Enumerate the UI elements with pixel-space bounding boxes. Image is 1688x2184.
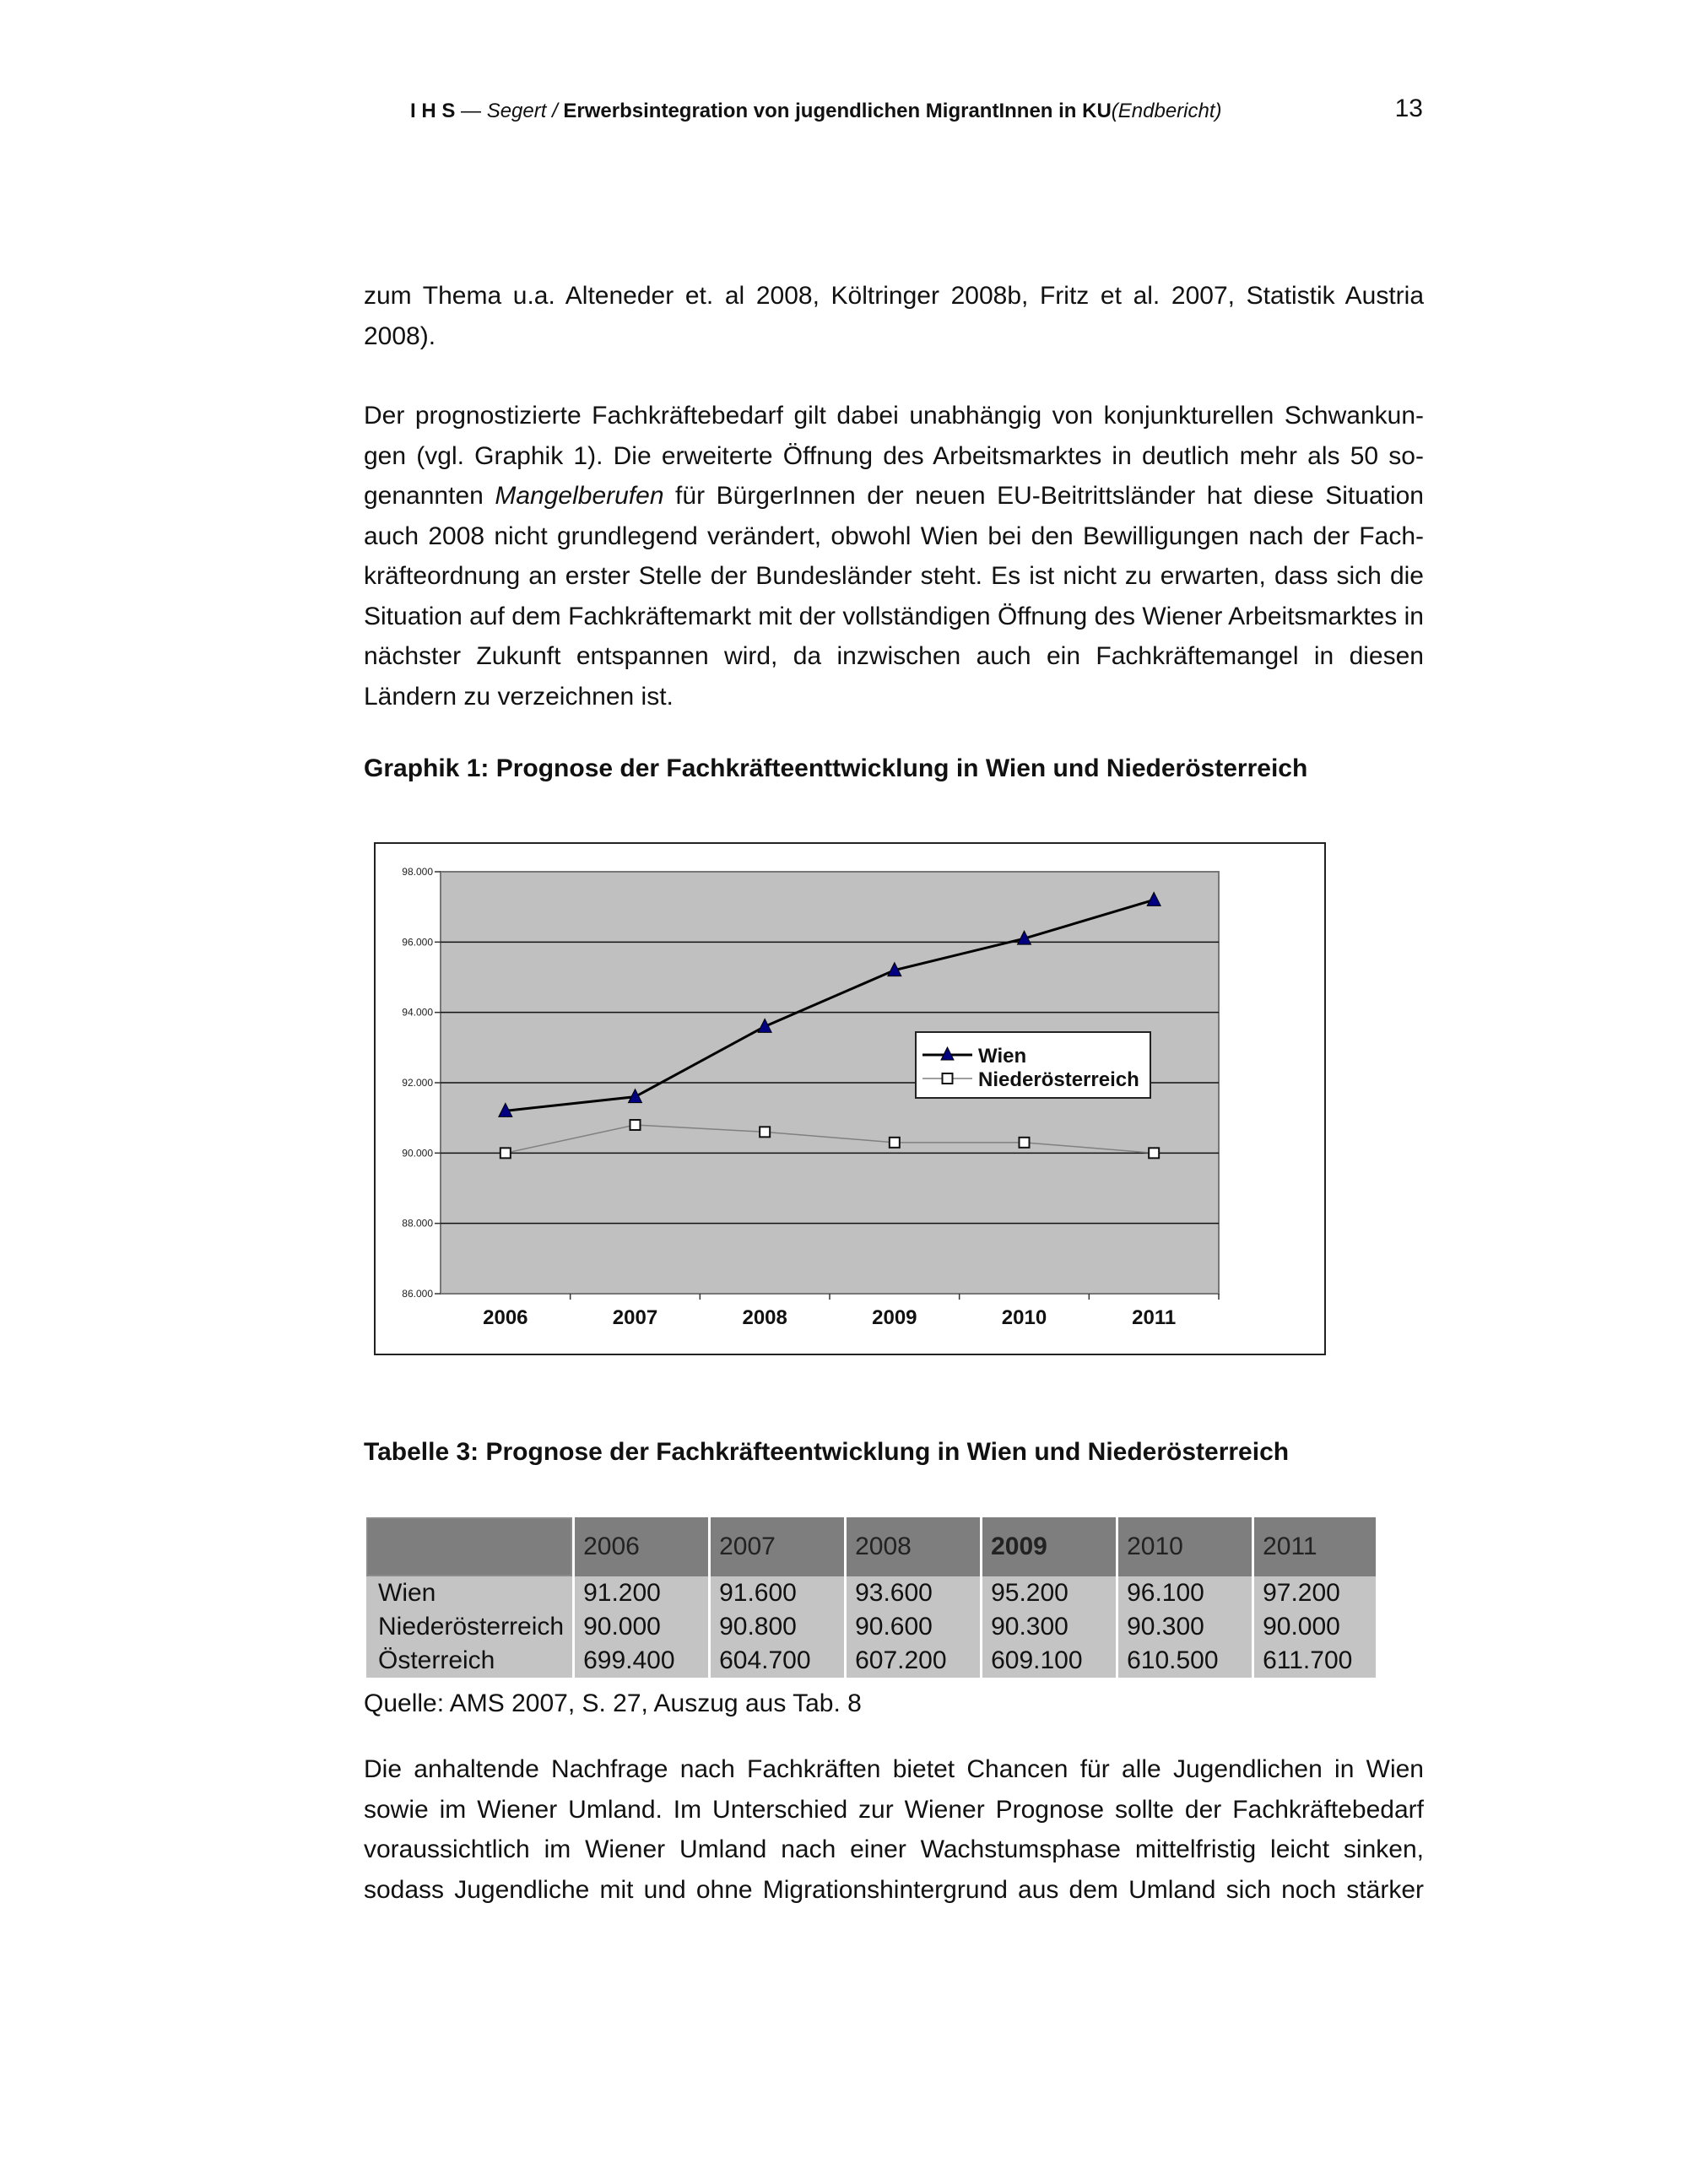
paragraph-1-line-1: zum Thema u.a. Alteneder et. al 2008, Költringer 2008b, Fritz et al. 2007, Statistik Austria <box>364 282 1424 310</box>
table-cell: 91.200 <box>575 1576 708 1610</box>
table-caption: Tabelle 3: Prognose der Fachkräfteentwicklung in Wien und Niederösterreich <box>364 1438 1290 1466</box>
y-tick-label: 98.000 <box>402 866 433 878</box>
table-cell: 611.700 <box>1254 1644 1376 1678</box>
table-header-cell: 2008 <box>847 1517 980 1576</box>
table-row-label: Wien <box>366 1576 572 1610</box>
table-header-row <box>366 1517 1376 1576</box>
x-tick-label: 2011 <box>1132 1306 1177 1329</box>
paragraph-2-text-b: für BürgerInnen der neuen EU-Beitrittsländer hat diese Situation auch 2008 nicht grundlegend verändert, obwohl Wien bei den Bewilligungen nach der Fachkräfteordnung an erster Stelle der Bundesländer steht. Es ist nicht zu erwarten, dass sich die Situation auf dem Fachkräftemarkt mit der vollständigen Öffnung des Wiener Arbeitsmarktes in nächster Zukunft entspannen wird, da inzwischen auch ein Fachkräftemangel in diesen Ländern zu verzeichnen ist. <box>364 482 1424 711</box>
data-point-niederoesterreich <box>1020 1138 1030 1148</box>
table-row <box>366 1610 1376 1644</box>
paragraph-2-text-a: Der prognostizierte Fachkräftebedarf gilt dabei unabhängig von konjunkturellen Schwankungen (vgl. Graphik 1). Die erweiterte Öffnung des Arbeitsmarktes in deutlich mehr als 50 sogenannten <box>364 402 1424 510</box>
table-row-label: Niederösterreich <box>366 1610 572 1644</box>
table-row <box>366 1644 1376 1678</box>
legend-noe-marker <box>943 1073 953 1084</box>
figure-caption: Graphik 1: Prognose der Fachkräfteenttwicklung in Wien und Niederösterreich <box>364 754 1308 782</box>
table-cell: 95.200 <box>982 1576 1116 1610</box>
table-cell: 90.000 <box>575 1610 708 1644</box>
data-point-niederoesterreich <box>500 1148 511 1158</box>
table-cell: 90.600 <box>847 1610 980 1644</box>
table-cell: 604.700 <box>711 1644 844 1678</box>
y-tick-label: 96.000 <box>402 936 433 949</box>
page-number: 13 <box>1394 95 1423 122</box>
x-tick-label: 2006 <box>483 1306 528 1329</box>
data-point-niederoesterreich <box>760 1127 770 1137</box>
table-cell: 97.200 <box>1254 1576 1376 1610</box>
line-chart <box>376 844 1324 1354</box>
table-row-label: Österreich <box>366 1644 572 1678</box>
paragraph-1 <box>364 276 1424 356</box>
table-cell: 607.200 <box>847 1644 980 1678</box>
table-source: Quelle: AMS 2007, S. 27, Auszug aus Tab. 8 <box>364 1689 862 1717</box>
table-header-cell: 2010 <box>1118 1517 1252 1576</box>
paragraph-2-emphasis: Mangelberufen <box>495 482 664 510</box>
data-point-niederoesterreich <box>1149 1148 1159 1158</box>
chart-legend <box>916 1032 1150 1098</box>
y-tick-label: 88.000 <box>402 1217 433 1230</box>
table-cell: 699.400 <box>575 1644 708 1678</box>
table-cell: 91.600 <box>711 1576 844 1610</box>
paragraph-3 <box>364 1749 1424 1910</box>
legend-label-niederoesterreich: Niederösterreich <box>978 1068 1139 1091</box>
header-title: Erwerbsintegration von jugendlichen MigrantInnen in KU <box>563 100 1112 122</box>
table-cell: 609.100 <box>982 1644 1116 1678</box>
paragraph-1-line-2: 2008). <box>364 322 436 350</box>
forecast-table <box>364 1517 1378 1678</box>
table-cell: 93.600 <box>847 1576 980 1610</box>
y-tick-label: 90.000 <box>402 1147 433 1160</box>
table-cell: 90.800 <box>711 1610 844 1644</box>
table-cell: 96.100 <box>1118 1576 1252 1610</box>
header-org: I H S <box>410 100 456 122</box>
table-cell: 610.500 <box>1118 1644 1252 1678</box>
x-tick-label: 2008 <box>742 1306 787 1329</box>
table-header-cell <box>366 1517 572 1576</box>
x-tick-label: 2007 <box>612 1306 658 1329</box>
legend-label-wien: Wien <box>978 1045 1027 1068</box>
table-row <box>366 1576 1376 1610</box>
paragraph-3-text: Die anhaltende Nachfrage nach Fachkräften bietet Chancen für alle Jugendlichen in Wien sowie im Wiener Umland. Im Unterschied zur Wiener Prognose sollte der Fachkräftebedarf voraussichtlich im Wiener Umland nach einer Wachstumsphase mittelfristig leicht sinken, sodass Jugendliche mit und ohne Migrationshintergrund aus dem Umland sich noch stärker <box>364 1755 1424 1904</box>
table-cell: 90.300 <box>1118 1610 1252 1644</box>
table-header-cell: 2009 <box>982 1517 1116 1576</box>
data-point-niederoesterreich <box>630 1120 641 1130</box>
running-header <box>410 100 1423 123</box>
table-cell: 90.000 <box>1254 1610 1376 1644</box>
x-tick-label: 2010 <box>1001 1306 1047 1329</box>
y-tick-label: 94.000 <box>402 1006 433 1019</box>
y-tick-label: 92.000 <box>402 1077 433 1089</box>
y-tick-label: 86.000 <box>402 1288 433 1300</box>
header-author: Segert / <box>486 100 558 122</box>
header-dash: — <box>461 100 482 122</box>
data-point-niederoesterreich <box>890 1138 900 1148</box>
header-suffix: (Endbericht) <box>1111 100 1222 122</box>
paragraph-2 <box>364 396 1424 716</box>
table-header-cell: 2006 <box>575 1517 708 1576</box>
table-cell: 90.300 <box>982 1610 1116 1644</box>
table-header-cell: 2007 <box>711 1517 844 1576</box>
chart-frame <box>374 842 1326 1355</box>
x-tick-label: 2009 <box>872 1306 917 1329</box>
table-header-cell: 2011 <box>1254 1517 1376 1576</box>
